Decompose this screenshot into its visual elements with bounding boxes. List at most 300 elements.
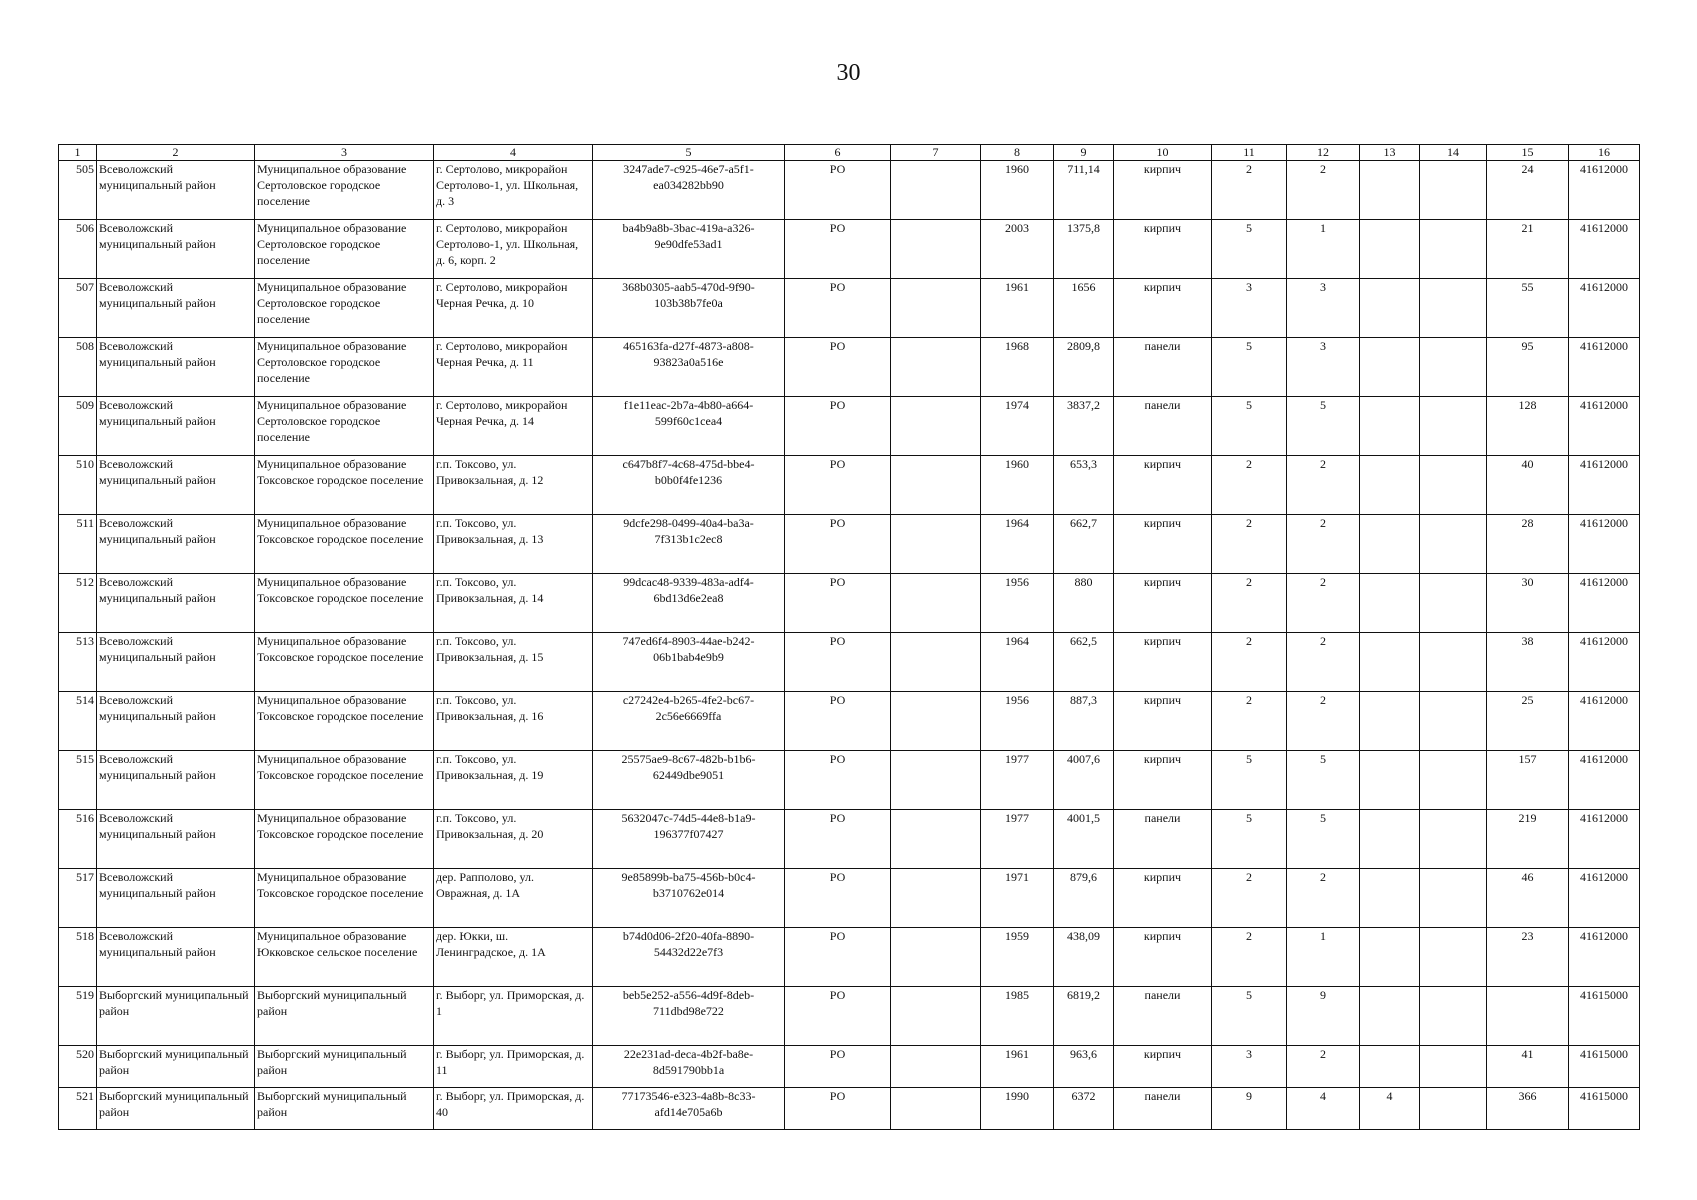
district-cell: Всеволожский муниципальный район (97, 633, 255, 692)
column-14-cell (1420, 928, 1487, 987)
year-cell: 1964 (981, 515, 1054, 574)
column-7-cell (891, 928, 981, 987)
material-cell: кирпич (1114, 220, 1212, 279)
column-15-cell (1487, 987, 1569, 1046)
table-row (59, 928, 1640, 987)
table-row (59, 220, 1640, 279)
column-12-cell: 9 (1287, 987, 1360, 1046)
municipality-cell: Муниципальное образование Токсовское городское поселение (255, 515, 434, 574)
row-number-cell: 512 (59, 574, 97, 633)
oktmo-cell: 41615000 (1569, 1046, 1640, 1088)
column-number-header: 16 (1569, 145, 1640, 161)
column-15-cell: 28 (1487, 515, 1569, 574)
municipality-cell: Муниципальное образование Сертоловское городское поселение (255, 338, 434, 397)
column-6-cell: РО (785, 987, 891, 1046)
column-15-cell: 128 (1487, 397, 1569, 456)
oktmo-cell: 41612000 (1569, 574, 1640, 633)
municipality-cell: Муниципальное образование Токсовское городское поселение (255, 456, 434, 515)
table-row (59, 810, 1640, 869)
column-6-cell: РО (785, 338, 891, 397)
address-cell: г. Сертолово, микрорайон Сертолово-1, ул. Школьная, д. 3 (434, 161, 593, 220)
table-row (59, 397, 1640, 456)
address-cell: г. Выборг, ул. Приморская, д. 11 (434, 1046, 593, 1088)
area-cell: 1656 (1054, 279, 1114, 338)
column-13-cell (1360, 692, 1420, 751)
column-12-cell: 2 (1287, 574, 1360, 633)
row-number-cell: 521 (59, 1088, 97, 1130)
address-cell: дер. Рапполово, ул. Овражная, д. 1А (434, 869, 593, 928)
building-id-cell: 9e85899b-ba75-456b-b0c4-b3710762e014 (593, 869, 785, 928)
column-13-cell (1360, 869, 1420, 928)
column-number-header: 8 (981, 145, 1054, 161)
building-id-cell: 368b0305-aab5-470d-9f90-103b38b7fe0a (593, 279, 785, 338)
column-14-cell (1420, 1046, 1487, 1088)
area-cell: 1375,8 (1054, 220, 1114, 279)
area-cell: 6372 (1054, 1088, 1114, 1130)
column-6-cell: РО (785, 279, 891, 338)
column-15-cell: 55 (1487, 279, 1569, 338)
column-number-header: 10 (1114, 145, 1212, 161)
row-number-cell: 515 (59, 751, 97, 810)
column-number-header: 14 (1420, 145, 1487, 161)
column-6-cell: РО (785, 1088, 891, 1130)
building-id-cell: ba4b9a8b-3bac-419a-a326-9e90dfe53ad1 (593, 220, 785, 279)
material-cell: кирпич (1114, 751, 1212, 810)
oktmo-cell: 41612000 (1569, 810, 1640, 869)
year-cell: 1968 (981, 338, 1054, 397)
column-11-cell: 5 (1212, 987, 1287, 1046)
row-number-cell: 506 (59, 220, 97, 279)
material-cell: кирпич (1114, 574, 1212, 633)
municipality-cell: Выборгский муниципальный район (255, 1088, 434, 1130)
column-6-cell: РО (785, 220, 891, 279)
column-7-cell (891, 810, 981, 869)
column-11-cell: 9 (1212, 1088, 1287, 1130)
material-cell: кирпич (1114, 869, 1212, 928)
column-7-cell (891, 751, 981, 810)
area-cell: 887,3 (1054, 692, 1114, 751)
row-number-cell: 520 (59, 1046, 97, 1088)
column-13-cell (1360, 279, 1420, 338)
year-cell: 1956 (981, 692, 1054, 751)
row-number-cell: 507 (59, 279, 97, 338)
row-number-cell: 510 (59, 456, 97, 515)
oktmo-cell: 41612000 (1569, 751, 1640, 810)
table-row (59, 1088, 1640, 1130)
address-cell: г. Сертолово, микрорайон Сертолово-1, ул. Школьная, д. 6, корп. 2 (434, 220, 593, 279)
material-cell: панели (1114, 987, 1212, 1046)
column-13-cell (1360, 338, 1420, 397)
column-12-cell: 2 (1287, 869, 1360, 928)
column-number-row (59, 145, 1640, 161)
column-11-cell: 2 (1212, 456, 1287, 515)
year-cell: 1964 (981, 633, 1054, 692)
column-13-cell (1360, 987, 1420, 1046)
column-15-cell: 30 (1487, 574, 1569, 633)
oktmo-cell: 41612000 (1569, 220, 1640, 279)
oktmo-cell: 41612000 (1569, 692, 1640, 751)
year-cell: 1961 (981, 1046, 1054, 1088)
column-7-cell (891, 456, 981, 515)
column-13-cell (1360, 1046, 1420, 1088)
oktmo-cell: 41612000 (1569, 161, 1640, 220)
row-number-cell: 519 (59, 987, 97, 1046)
address-cell: г.п. Токсово, ул. Привокзальная, д. 15 (434, 633, 593, 692)
column-14-cell (1420, 220, 1487, 279)
column-12-cell: 5 (1287, 751, 1360, 810)
year-cell: 2003 (981, 220, 1054, 279)
column-14-cell (1420, 1088, 1487, 1130)
column-number-header: 13 (1360, 145, 1420, 161)
municipality-cell: Муниципальное образование Сертоловское городское поселение (255, 279, 434, 338)
column-14-cell (1420, 987, 1487, 1046)
column-11-cell: 2 (1212, 869, 1287, 928)
column-number-header: 6 (785, 145, 891, 161)
column-15-cell: 157 (1487, 751, 1569, 810)
table-row (59, 161, 1640, 220)
year-cell: 1961 (981, 279, 1054, 338)
district-cell: Всеволожский муниципальный район (97, 751, 255, 810)
column-13-cell (1360, 928, 1420, 987)
column-14-cell (1420, 869, 1487, 928)
municipality-cell: Муниципальное образование Токсовское городское поселение (255, 810, 434, 869)
column-13-cell (1360, 574, 1420, 633)
municipality-cell: Выборгский муниципальный район (255, 987, 434, 1046)
year-cell: 1977 (981, 810, 1054, 869)
column-11-cell: 5 (1212, 397, 1287, 456)
building-id-cell: f1e11eac-2b7a-4b80-a664-599f60c1cea4 (593, 397, 785, 456)
row-number-cell: 517 (59, 869, 97, 928)
address-cell: г.п. Токсово, ул. Привокзальная, д. 14 (434, 574, 593, 633)
column-12-cell: 3 (1287, 279, 1360, 338)
address-cell: г. Выборг, ул. Приморская, д. 1 (434, 987, 593, 1046)
district-cell: Выборгский муниципальный район (97, 1046, 255, 1088)
address-cell: г.п. Токсово, ул. Привокзальная, д. 16 (434, 692, 593, 751)
column-7-cell (891, 633, 981, 692)
building-id-cell: 3247ade7-c925-46e7-a5f1-ea034282bb90 (593, 161, 785, 220)
column-6-cell: РО (785, 751, 891, 810)
building-id-cell: 99dcac48-9339-483a-adf4-6bd13d6e2ea8 (593, 574, 785, 633)
column-15-cell: 23 (1487, 928, 1569, 987)
column-11-cell: 3 (1212, 1046, 1287, 1088)
column-number-header: 15 (1487, 145, 1569, 161)
municipality-cell: Муниципальное образование Токсовское городское поселение (255, 869, 434, 928)
column-number-header: 7 (891, 145, 981, 161)
district-cell: Всеволожский муниципальный район (97, 338, 255, 397)
column-6-cell: РО (785, 1046, 891, 1088)
building-id-cell: 5632047c-74d5-44e8-b1a9-196377f07427 (593, 810, 785, 869)
column-7-cell (891, 220, 981, 279)
municipality-cell: Муниципальное образование Юкковское сельское поселение (255, 928, 434, 987)
column-7-cell (891, 279, 981, 338)
column-13-cell (1360, 633, 1420, 692)
oktmo-cell: 41612000 (1569, 397, 1640, 456)
district-cell: Всеволожский муниципальный район (97, 692, 255, 751)
column-7-cell (891, 574, 981, 633)
column-12-cell: 5 (1287, 810, 1360, 869)
column-11-cell: 5 (1212, 810, 1287, 869)
area-cell: 3837,2 (1054, 397, 1114, 456)
municipality-cell: Выборгский муниципальный район (255, 1046, 434, 1088)
column-11-cell: 5 (1212, 751, 1287, 810)
column-6-cell: РО (785, 928, 891, 987)
building-id-cell: c27242e4-b265-4fe2-bc67-2c56e6669ffa (593, 692, 785, 751)
area-cell: 2809,8 (1054, 338, 1114, 397)
table-row (59, 633, 1640, 692)
column-13-cell (1360, 810, 1420, 869)
area-cell: 662,5 (1054, 633, 1114, 692)
column-15-cell: 41 (1487, 1046, 1569, 1088)
column-6-cell: РО (785, 574, 891, 633)
column-7-cell (891, 869, 981, 928)
column-11-cell: 2 (1212, 692, 1287, 751)
column-14-cell (1420, 574, 1487, 633)
address-cell: г.п. Токсово, ул. Привокзальная, д. 13 (434, 515, 593, 574)
column-6-cell: РО (785, 397, 891, 456)
municipality-cell: Муниципальное образование Токсовское городское поселение (255, 751, 434, 810)
district-cell: Всеволожский муниципальный район (97, 161, 255, 220)
material-cell: кирпич (1114, 161, 1212, 220)
area-cell: 880 (1054, 574, 1114, 633)
column-13-cell (1360, 456, 1420, 515)
column-11-cell: 5 (1212, 338, 1287, 397)
building-id-cell: 77173546-e323-4a8b-8c33-afd14e705a6b (593, 1088, 785, 1130)
column-6-cell: РО (785, 810, 891, 869)
year-cell: 1960 (981, 456, 1054, 515)
column-number-header: 5 (593, 145, 785, 161)
column-15-cell: 46 (1487, 869, 1569, 928)
column-12-cell: 2 (1287, 515, 1360, 574)
oktmo-cell: 41612000 (1569, 633, 1640, 692)
column-7-cell (891, 1046, 981, 1088)
row-number-cell: 505 (59, 161, 97, 220)
table-row (59, 456, 1640, 515)
column-number-header: 3 (255, 145, 434, 161)
area-cell: 963,6 (1054, 1046, 1114, 1088)
column-12-cell: 5 (1287, 397, 1360, 456)
column-6-cell: РО (785, 515, 891, 574)
table-row (59, 869, 1640, 928)
address-cell: дер. Юкки, ш. Ленинградское, д. 1А (434, 928, 593, 987)
row-number-cell: 516 (59, 810, 97, 869)
column-number-header: 12 (1287, 145, 1360, 161)
column-13-cell (1360, 515, 1420, 574)
area-cell: 653,3 (1054, 456, 1114, 515)
material-cell: панели (1114, 397, 1212, 456)
municipality-cell: Муниципальное образование Сертоловское городское поселение (255, 161, 434, 220)
area-cell: 662,7 (1054, 515, 1114, 574)
area-cell: 879,6 (1054, 869, 1114, 928)
column-12-cell: 2 (1287, 633, 1360, 692)
row-number-cell: 513 (59, 633, 97, 692)
row-number-cell: 508 (59, 338, 97, 397)
column-15-cell: 366 (1487, 1088, 1569, 1130)
municipality-cell: Муниципальное образование Токсовское городское поселение (255, 692, 434, 751)
column-number-header: 4 (434, 145, 593, 161)
oktmo-cell: 41612000 (1569, 869, 1640, 928)
municipality-cell: Муниципальное образование Сертоловское городское поселение (255, 397, 434, 456)
table-row (59, 751, 1640, 810)
page-number: 30 (836, 60, 861, 86)
column-13-cell (1360, 397, 1420, 456)
table-row (59, 1046, 1640, 1088)
column-15-cell: 24 (1487, 161, 1569, 220)
column-11-cell: 2 (1212, 928, 1287, 987)
year-cell: 1960 (981, 161, 1054, 220)
column-14-cell (1420, 279, 1487, 338)
column-number-header: 11 (1212, 145, 1287, 161)
area-cell: 4007,6 (1054, 751, 1114, 810)
material-cell: кирпич (1114, 515, 1212, 574)
column-11-cell: 3 (1212, 279, 1287, 338)
column-12-cell: 2 (1287, 161, 1360, 220)
column-12-cell: 1 (1287, 928, 1360, 987)
district-cell: Всеволожский муниципальный район (97, 279, 255, 338)
material-cell: кирпич (1114, 692, 1212, 751)
address-cell: г. Сертолово, микрорайон Черная Речка, д. 11 (434, 338, 593, 397)
building-id-cell: 747ed6f4-8903-44ae-b242-06b1bab4e9b9 (593, 633, 785, 692)
column-11-cell: 2 (1212, 515, 1287, 574)
oktmo-cell: 41612000 (1569, 279, 1640, 338)
table-row (59, 987, 1640, 1046)
oktmo-cell: 41612000 (1569, 456, 1640, 515)
district-cell: Всеволожский муниципальный район (97, 220, 255, 279)
district-cell: Выборгский муниципальный район (97, 987, 255, 1046)
row-number-cell: 514 (59, 692, 97, 751)
district-cell: Выборгский муниципальный район (97, 1088, 255, 1130)
column-12-cell: 1 (1287, 220, 1360, 279)
column-12-cell: 4 (1287, 1088, 1360, 1130)
column-number-header: 9 (1054, 145, 1114, 161)
area-cell: 711,14 (1054, 161, 1114, 220)
column-11-cell: 2 (1212, 633, 1287, 692)
district-cell: Всеволожский муниципальный район (97, 397, 255, 456)
column-15-cell: 21 (1487, 220, 1569, 279)
column-14-cell (1420, 692, 1487, 751)
column-7-cell (891, 1088, 981, 1130)
column-11-cell: 2 (1212, 161, 1287, 220)
column-15-cell: 38 (1487, 633, 1569, 692)
table-row (59, 574, 1640, 633)
building-id-cell: 22e231ad-deca-4b2f-ba8e-8d591790bb1a (593, 1046, 785, 1088)
oktmo-cell: 41615000 (1569, 1088, 1640, 1130)
oktmo-cell: 41615000 (1569, 987, 1640, 1046)
column-12-cell: 2 (1287, 1046, 1360, 1088)
material-cell: кирпич (1114, 456, 1212, 515)
column-7-cell (891, 692, 981, 751)
column-11-cell: 5 (1212, 220, 1287, 279)
column-14-cell (1420, 515, 1487, 574)
material-cell: панели (1114, 338, 1212, 397)
column-7-cell (891, 397, 981, 456)
address-cell: г. Сертолово, микрорайон Черная Речка, д. 10 (434, 279, 593, 338)
building-id-cell: c647b8f7-4c68-475d-bbe4-b0b0f4fe1236 (593, 456, 785, 515)
column-14-cell (1420, 633, 1487, 692)
building-id-cell: 465163fa-d27f-4873-a808-93823a0a516e (593, 338, 785, 397)
column-15-cell: 95 (1487, 338, 1569, 397)
column-14-cell (1420, 161, 1487, 220)
building-id-cell: b74d0d06-2f20-40fa-8890-54432d22e7f3 (593, 928, 785, 987)
address-cell: г.п. Токсово, ул. Привокзальная, д. 12 (434, 456, 593, 515)
district-cell: Всеволожский муниципальный район (97, 928, 255, 987)
year-cell: 1956 (981, 574, 1054, 633)
column-7-cell (891, 987, 981, 1046)
row-number-cell: 509 (59, 397, 97, 456)
column-6-cell: РО (785, 456, 891, 515)
column-7-cell (891, 515, 981, 574)
column-12-cell: 2 (1287, 456, 1360, 515)
column-7-cell (891, 338, 981, 397)
column-13-cell (1360, 751, 1420, 810)
material-cell: кирпич (1114, 928, 1212, 987)
building-id-cell: beb5e252-a556-4d9f-8deb-711dbd98e722 (593, 987, 785, 1046)
material-cell: панели (1114, 810, 1212, 869)
column-number-header: 2 (97, 145, 255, 161)
register-table (58, 144, 1640, 1130)
area-cell: 4001,5 (1054, 810, 1114, 869)
material-cell: кирпич (1114, 633, 1212, 692)
column-13-cell (1360, 161, 1420, 220)
oktmo-cell: 41612000 (1569, 515, 1640, 574)
district-cell: Всеволожский муниципальный район (97, 456, 255, 515)
column-15-cell: 40 (1487, 456, 1569, 515)
oktmo-cell: 41612000 (1569, 928, 1640, 987)
table-row (59, 338, 1640, 397)
table-row (59, 692, 1640, 751)
address-cell: г.п. Токсово, ул. Привокзальная, д. 19 (434, 751, 593, 810)
column-11-cell: 2 (1212, 574, 1287, 633)
column-13-cell (1360, 220, 1420, 279)
column-12-cell: 2 (1287, 692, 1360, 751)
column-6-cell: РО (785, 692, 891, 751)
municipality-cell: Муниципальное образование Токсовское городское поселение (255, 633, 434, 692)
district-cell: Всеволожский муниципальный район (97, 869, 255, 928)
area-cell: 438,09 (1054, 928, 1114, 987)
year-cell: 1990 (981, 1088, 1054, 1130)
column-14-cell (1420, 751, 1487, 810)
table-row (59, 515, 1640, 574)
year-cell: 1974 (981, 397, 1054, 456)
address-cell: г. Выборг, ул. Приморская, д. 40 (434, 1088, 593, 1130)
municipality-cell: Муниципальное образование Сертоловское городское поселение (255, 220, 434, 279)
material-cell: панели (1114, 1088, 1212, 1130)
district-cell: Всеволожский муниципальный район (97, 810, 255, 869)
column-6-cell: РО (785, 161, 891, 220)
column-number-header: 1 (59, 145, 97, 161)
district-cell: Всеволожский муниципальный район (97, 574, 255, 633)
year-cell: 1971 (981, 869, 1054, 928)
address-cell: г.п. Токсово, ул. Привокзальная, д. 20 (434, 810, 593, 869)
column-14-cell (1420, 456, 1487, 515)
address-cell: г. Сертолово, микрорайон Черная Речка, д. 14 (434, 397, 593, 456)
material-cell: кирпич (1114, 279, 1212, 338)
municipality-cell: Муниципальное образование Токсовское городское поселение (255, 574, 434, 633)
column-15-cell: 219 (1487, 810, 1569, 869)
area-cell: 6819,2 (1054, 987, 1114, 1046)
year-cell: 1959 (981, 928, 1054, 987)
column-6-cell: РО (785, 633, 891, 692)
year-cell: 1985 (981, 987, 1054, 1046)
column-6-cell: РО (785, 869, 891, 928)
column-14-cell (1420, 810, 1487, 869)
column-14-cell (1420, 397, 1487, 456)
material-cell: кирпич (1114, 1046, 1212, 1088)
table-row (59, 279, 1640, 338)
oktmo-cell: 41612000 (1569, 338, 1640, 397)
column-13-cell: 4 (1360, 1088, 1420, 1130)
column-12-cell: 3 (1287, 338, 1360, 397)
column-14-cell (1420, 338, 1487, 397)
